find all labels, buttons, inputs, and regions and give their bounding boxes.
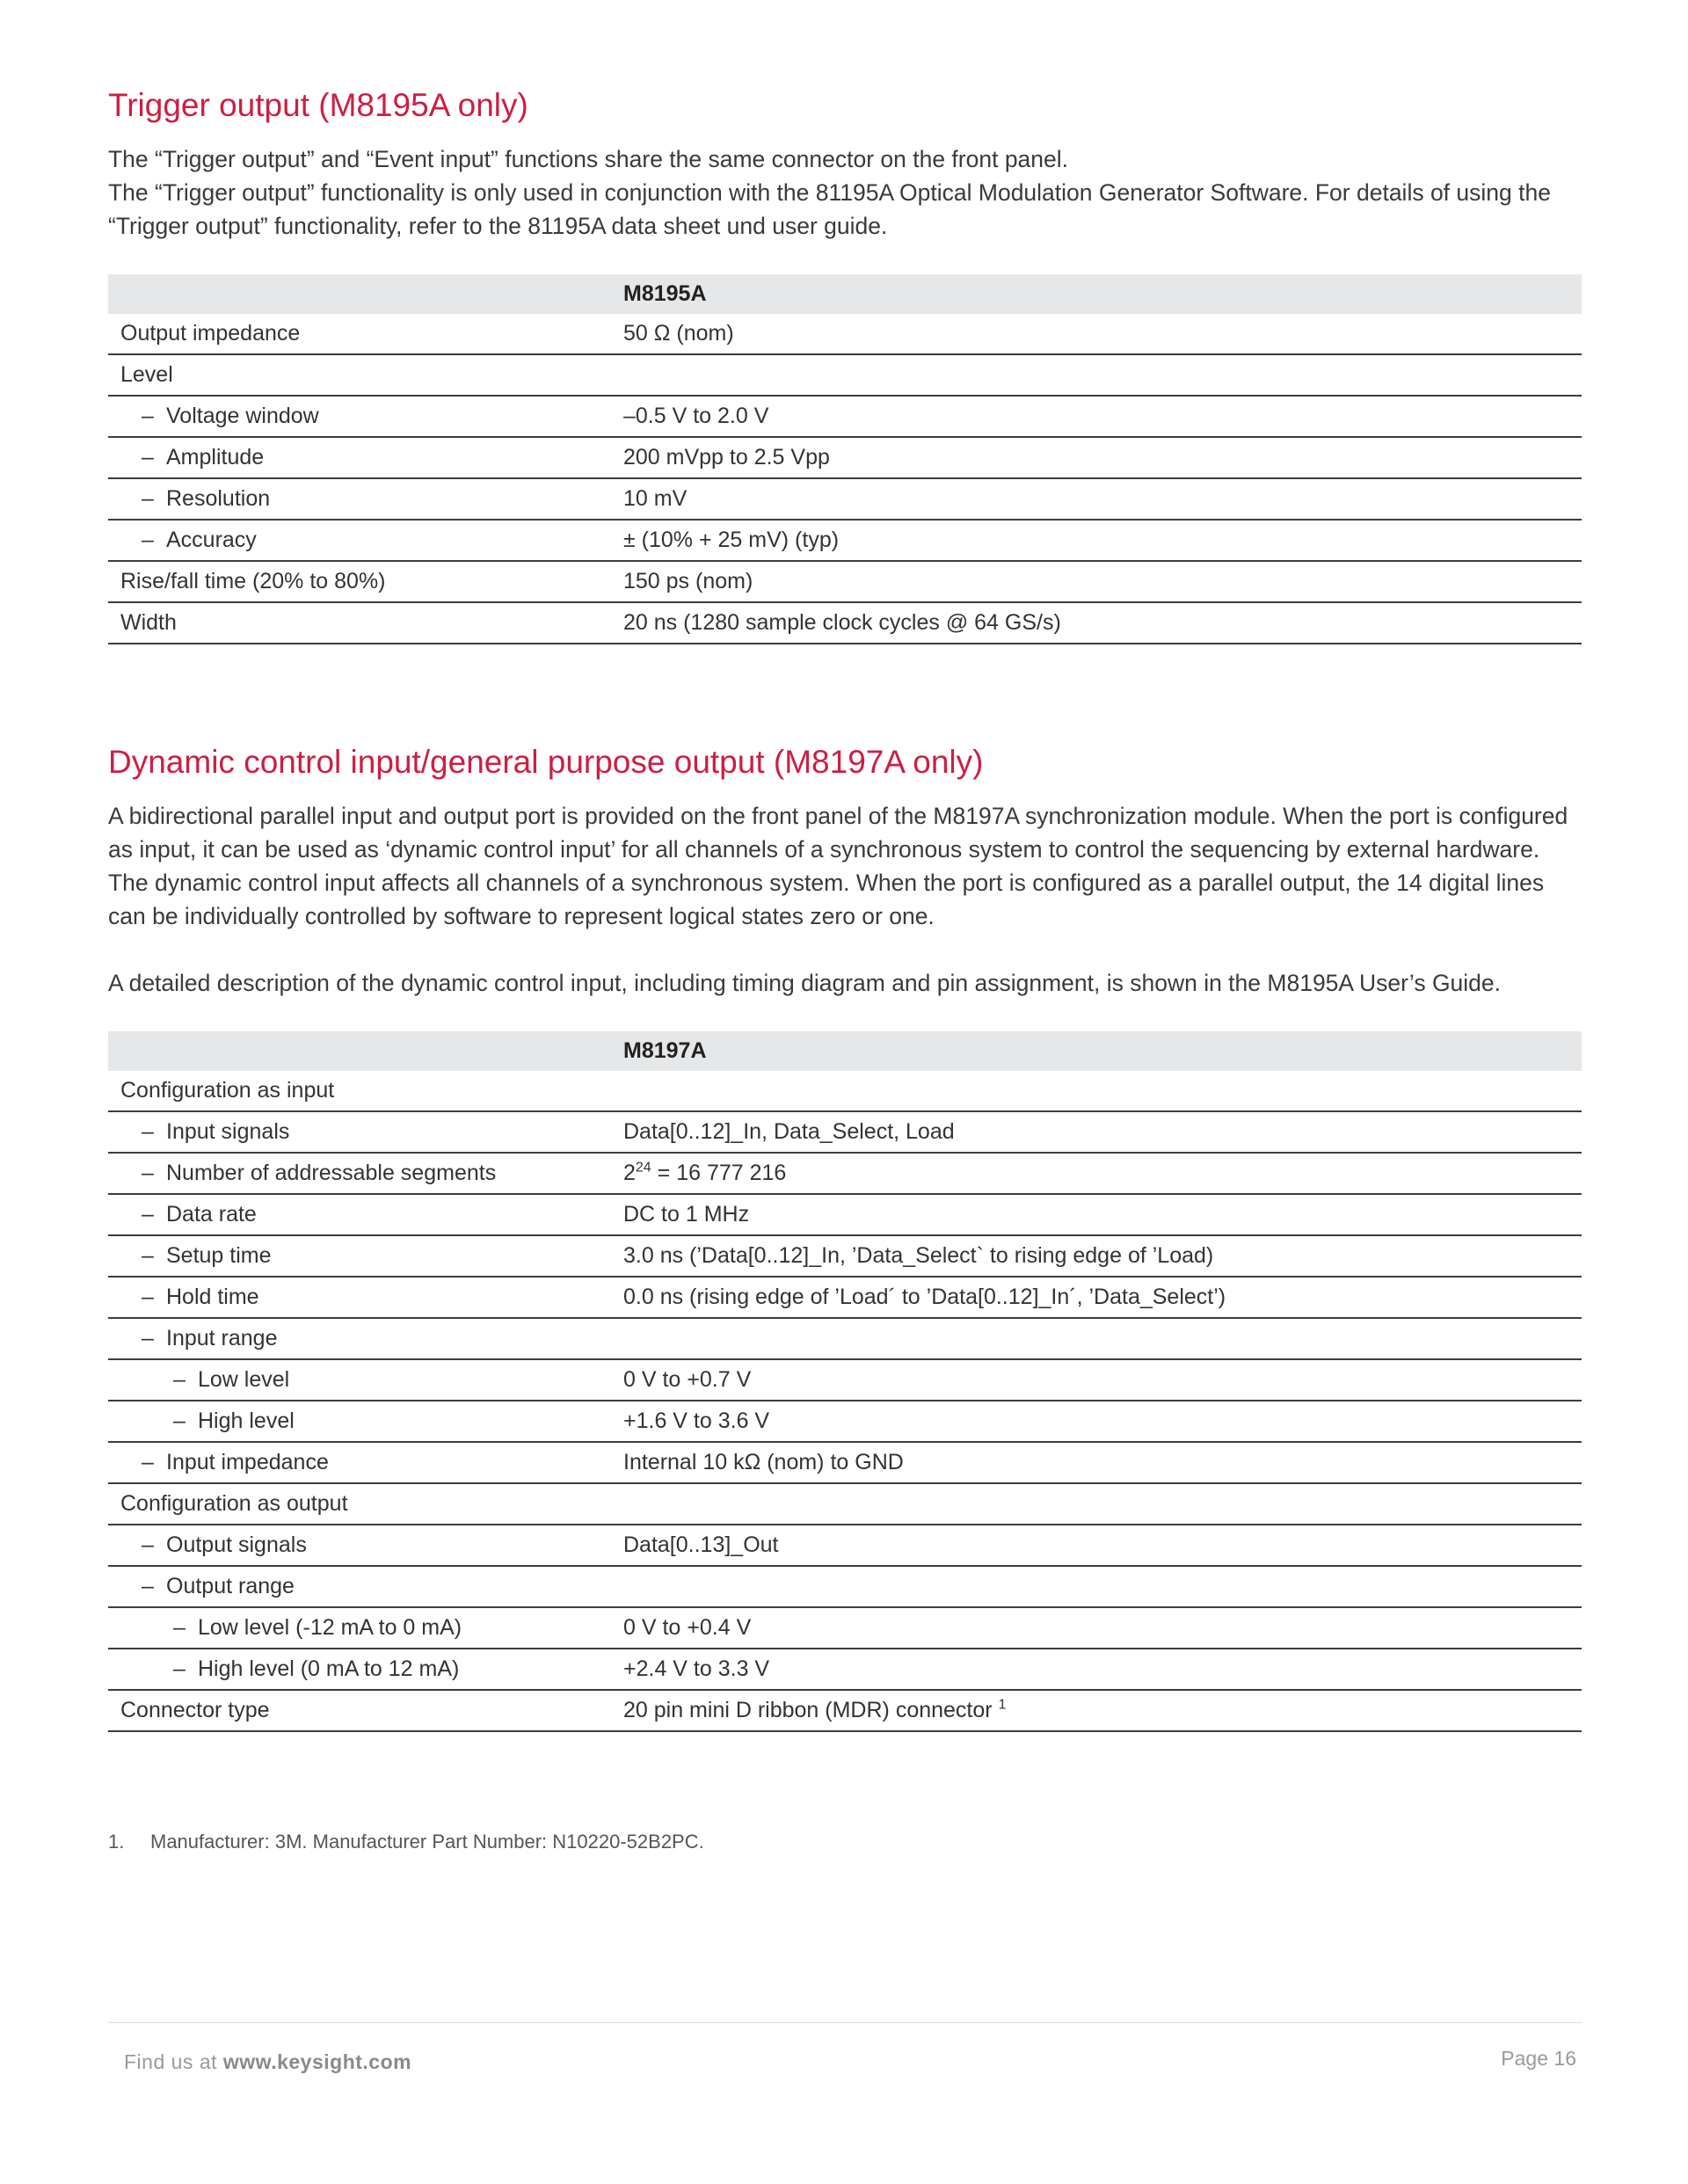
website-link[interactable]: www.keysight.com [222, 2050, 412, 2073]
table-row [108, 1153, 1582, 1194]
table-row [108, 1235, 1582, 1277]
spec-value: 0 V to +0.4 V [611, 1607, 1582, 1649]
spec-label: – Output range [108, 1566, 611, 1607]
dash-marker: – [142, 1450, 154, 1475]
table-row [108, 354, 1582, 396]
footer-divider [108, 2022, 1582, 2023]
spec-value: Data[0..13]_Out [611, 1525, 1582, 1566]
spec-label: Configuration as input [108, 1071, 611, 1111]
spec-label: – High level (0 mA to 12 mA) [108, 1649, 611, 1690]
table-row [108, 1194, 1582, 1235]
table-header-row [108, 1031, 1582, 1071]
spec-label: Width [108, 602, 611, 644]
table-header-model: M8195A [611, 274, 1582, 314]
table-row [108, 602, 1582, 644]
dash-marker: – [142, 404, 154, 429]
spec-label: – Low level (-12 mA to 0 mA) [108, 1607, 611, 1649]
paragraph-line: The “Trigger output” and “Event input” functions share the same connector on the front panel. [108, 146, 1069, 173]
dash-marker: – [142, 1119, 154, 1145]
table-row [108, 1607, 1582, 1649]
spec-label: – Input impedance [108, 1442, 611, 1483]
spec-label: – Voltage window [108, 396, 611, 437]
spec-value: 20 ns (1280 sample clock cycles @ 64 GS/s) [611, 602, 1582, 644]
spec-value: Data[0..12]_In, Data_Select, Load [611, 1111, 1582, 1153]
dash-marker: – [142, 1202, 154, 1227]
spec-value: +1.6 V to 3.6 V [611, 1401, 1582, 1442]
spec-value [611, 1483, 1582, 1525]
table-row [108, 437, 1582, 478]
spec-value: +2.4 V to 3.3 V [611, 1649, 1582, 1690]
spec-value: Internal 10 kΩ (nom) to GND [611, 1442, 1582, 1483]
spec-label: Connector type [108, 1690, 611, 1731]
dash-marker: – [173, 1409, 186, 1434]
table-row [108, 1442, 1582, 1483]
section-title-dynamic-control: Dynamic control input/general purpose output (M8197A only) [108, 744, 984, 781]
footnote-text: Manufacturer: 3M. Manufacturer Part Number: N10220-52B2PC. [150, 1831, 704, 1853]
spec-label: – Input signals [108, 1111, 611, 1153]
spec-label: – Number of addressable segments [108, 1153, 611, 1194]
table-row [108, 1359, 1582, 1401]
dash-marker: – [142, 1243, 154, 1269]
spec-label: – Output signals [108, 1525, 611, 1566]
spec-label: – Low level [108, 1359, 611, 1401]
table-row [108, 1401, 1582, 1442]
spec-value: 3.0 ns (’Data[0..12]_In, ’Data_Select` to rising edge of ’Load) [611, 1235, 1582, 1277]
spec-value: 0.0 ns (rising edge of ’Load´ to ’Data[0..12]_In´, ’Data_Select’) [611, 1277, 1582, 1318]
table-row [108, 1525, 1582, 1566]
spec-label: – Accuracy [108, 520, 611, 561]
spec-label: – Resolution [108, 478, 611, 520]
dash-marker: – [173, 1367, 186, 1393]
table-row [108, 1483, 1582, 1525]
spec-label: – Input range [108, 1318, 611, 1359]
spec-value: 50 Ω (nom) [611, 314, 1582, 354]
footnote-marker: 1 [998, 1697, 1007, 1713]
table-row [108, 1071, 1582, 1111]
paragraph-block [108, 966, 1582, 1000]
section-description [108, 142, 1582, 243]
spec-label: Configuration as output [108, 1483, 611, 1525]
dash-marker: – [173, 1615, 186, 1641]
table-row [108, 561, 1582, 602]
table-row [108, 520, 1582, 561]
spec-value [611, 1071, 1582, 1111]
spec-label: – High level [108, 1401, 611, 1442]
spec-value: $2^{24} = 16$ 777 216 [611, 1153, 1582, 1194]
dash-marker: – [142, 528, 154, 553]
table-row [108, 1111, 1582, 1153]
footnote [108, 1831, 1582, 1853]
table-header-row [108, 274, 1582, 314]
dash-marker: – [142, 1574, 154, 1599]
spec-label: – Setup time [108, 1235, 611, 1277]
spec-value: 0 V to +0.7 V [611, 1359, 1582, 1401]
spec-label: – Hold time [108, 1277, 611, 1318]
paragraph: A bidirectional parallel input and output port is provided on the front panel of the M8197A synchronization module. When the port is configured as input, it can be used as ‘dynamic control input’ for all channels of a synchronous system to control the sequencing by external hardware. The dynamic control input affects all channels of a synchronous system. When the port is configured as a parallel output, the 14 digital lines can be individually controlled by software to represent logical states zero or one. [108, 803, 1568, 930]
spec-value [611, 1566, 1582, 1607]
spec-label: Output impedance [108, 314, 611, 354]
table-row [108, 478, 1582, 520]
spec-value: DC to 1 MHz [611, 1194, 1582, 1235]
spec-value: 150 ps (nom) [611, 561, 1582, 602]
footer-find-text: Find us at [124, 2050, 217, 2073]
table-header-empty [108, 274, 611, 314]
table-header-empty [108, 1031, 611, 1071]
table-row [108, 1566, 1582, 1607]
footer-website [124, 2050, 411, 2074]
dash-marker: – [142, 1326, 154, 1351]
spec-value: 10 mV [611, 478, 1582, 520]
footnote-number: 1. [108, 1831, 125, 1853]
spec-label: Level [108, 354, 611, 396]
spec-label: – Data rate [108, 1194, 611, 1235]
table-row [108, 1277, 1582, 1318]
table-row [108, 1649, 1582, 1690]
page-content [108, 84, 1582, 1853]
dash-marker: – [142, 486, 154, 512]
trigger-output-spec-table [108, 274, 1582, 644]
paragraph: A detailed description of the dynamic control input, including timing diagram and pin assignment, is shown in the M8195A User’s Guide. [108, 970, 1502, 997]
dash-marker: – [173, 1656, 186, 1682]
page-number: Page 16 [1501, 2047, 1576, 2070]
table-row [108, 314, 1582, 354]
table-row [108, 1690, 1582, 1731]
dash-marker: – [142, 1285, 154, 1310]
paragraph-line: The “Trigger output” functionality is only used in conjunction with the 81195A Optical Modulation Generator Software. For details of using the “Trigger output” functionality, refer to the 81195A data sheet und user guide. [108, 179, 1551, 240]
dash-marker: – [142, 445, 154, 470]
spec-value: ± (10% + 25 mV) (typ) [611, 520, 1582, 561]
spec-label: – Amplitude [108, 437, 611, 478]
table-row [108, 1318, 1582, 1359]
spec-value: –0.5 V to 2.0 V [611, 396, 1582, 437]
dash-marker: – [142, 1161, 154, 1186]
section-title-trigger-output: Trigger output (M8195A only) [108, 87, 528, 123]
spec-value [611, 1318, 1582, 1359]
spec-value: 200 mVpp to 2.5 Vpp [611, 437, 1582, 478]
table-row [108, 396, 1582, 437]
table-header-model: M8197A [611, 1031, 1582, 1071]
spec-value [611, 354, 1582, 396]
spec-value: 20 pin mini D ribbon (MDR) connector $^1$ [611, 1690, 1582, 1731]
spec-label: Rise/fall time (20% to 80%) [108, 561, 611, 602]
dash-marker: – [142, 1532, 154, 1558]
dynamic-control-spec-table [108, 1031, 1582, 1732]
section-dynamic-control [108, 741, 1582, 1732]
